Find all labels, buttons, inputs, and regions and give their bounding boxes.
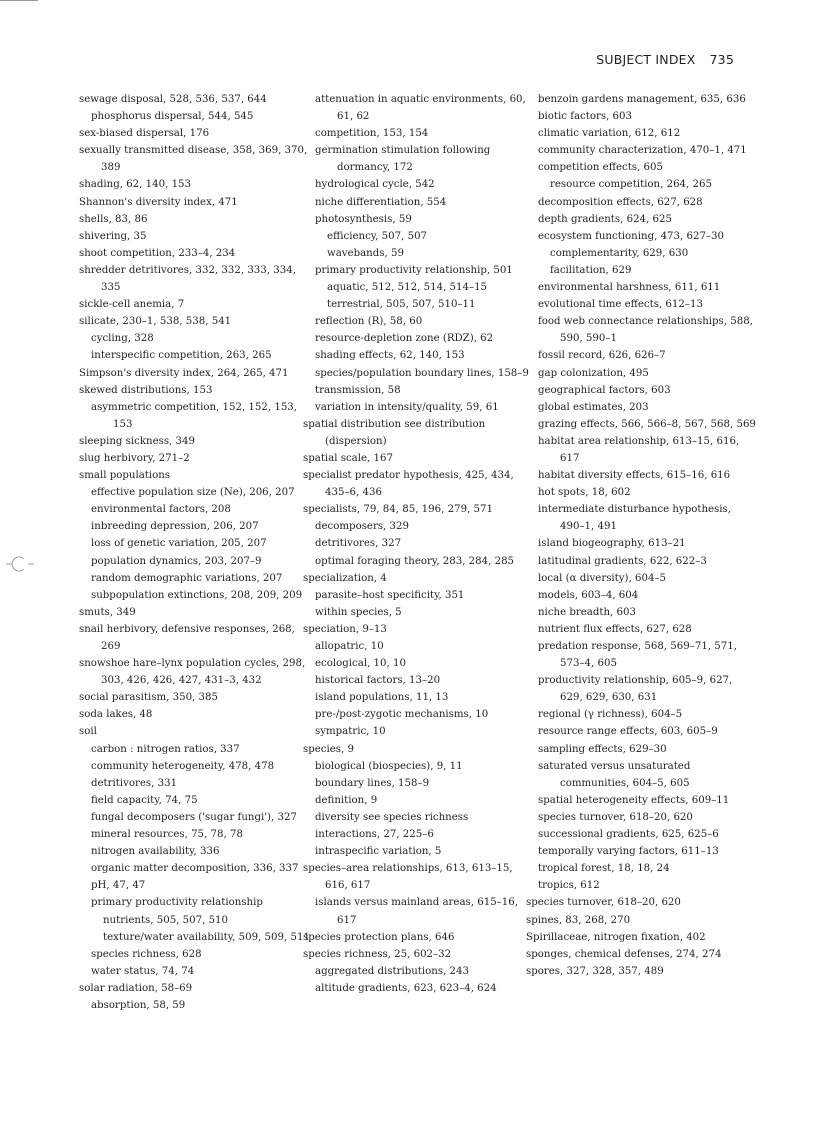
- index-entry: water status, 74, 74: [91, 965, 195, 977]
- index-entry: saturated versus unsaturated communities, 604–5, 605: [538, 760, 691, 789]
- running-header: [596, 52, 734, 67]
- index-entry: hot spots, 18, 602: [538, 487, 631, 499]
- index-entry: field capacity, 74, 75: [91, 794, 198, 806]
- index-entry: shading, 62, 140, 153: [79, 179, 192, 191]
- index-entry: predation response, 568, 569–71, 571, 573–4, 605: [538, 641, 737, 670]
- registration-mark-icon: [2, 555, 38, 573]
- index-column-1: [79, 91, 311, 1014]
- index-entry: facilitation, 629: [550, 264, 632, 276]
- index-entry: attenuation in aquatic environments, 60, 61, 62: [315, 94, 526, 123]
- index-entry: resource range effects, 603, 605–9: [538, 726, 718, 738]
- index-entry: niche differentiation, 554: [315, 196, 447, 208]
- index-entry: solar radiation, 58–69: [79, 982, 193, 994]
- index-entry: species turnover, 618–20, 620: [526, 897, 681, 909]
- index-entry: carbon : nitrogen ratios, 337: [91, 743, 240, 755]
- index-entry: variation in intensity/quality, 59, 61: [315, 401, 499, 413]
- index-entry: tropical forest, 18, 18, 24: [538, 863, 670, 875]
- index-entry: reflection (R), 58, 60: [315, 316, 423, 328]
- index-entry: historical factors, 13–20: [315, 675, 441, 687]
- index-entry: nutrients, 505, 507, 510: [103, 914, 229, 926]
- index-entry: boundary lines, 158–9: [315, 777, 430, 789]
- index-entry: gap colonization, 495: [538, 367, 649, 379]
- index-column-2: [303, 91, 535, 997]
- index-entry: pre-/post-zygotic mechanisms, 10: [315, 709, 489, 721]
- index-entry: parasite–host specificity, 351: [315, 589, 465, 601]
- index-entry: shoot competition, 233–4, 234: [79, 247, 236, 259]
- index-entry: benzoin gardens management, 635, 636: [538, 94, 746, 105]
- index-entry: detritivores, 331: [91, 777, 178, 789]
- index-entry: asymmetric competition, 152, 152, 153, 153: [91, 401, 298, 430]
- index-entry: species, 9: [303, 743, 354, 755]
- index-entry: effective population size (Ne), 206, 207: [91, 487, 295, 499]
- index-entry: specialists, 79, 84, 85, 196, 279, 571: [303, 504, 493, 516]
- index-entry: small populations: [79, 470, 171, 482]
- index-entry: intermediate disturbance hypothesis, 490–1, 491: [538, 504, 731, 533]
- index-entry: shells, 83, 86: [79, 213, 148, 225]
- index-entry: spines, 83, 268, 270: [526, 914, 631, 926]
- index-entry: optimal foraging theory, 283, 284, 285: [315, 555, 515, 567]
- index-entry: competition, 153, 154: [315, 128, 429, 140]
- index-entry: cycling, 328: [91, 333, 154, 345]
- index-entry: phosphorus dispersal, 544, 545: [91, 111, 254, 123]
- index-entry: soil: [79, 726, 97, 738]
- index-entry: texture/water availability, 509, 509, 511: [103, 931, 310, 943]
- index-entry: detritivores, 327: [315, 538, 402, 550]
- index-entry: ecological, 10, 10: [315, 658, 406, 670]
- index-entry: nitrogen availability, 336: [91, 846, 220, 858]
- index-entry: organic matter decomposition, 336, 337: [91, 863, 299, 875]
- index-entry: latitudinal gradients, 622, 622–3: [538, 555, 707, 567]
- index-entry: species richness, 25, 602–32: [303, 948, 452, 960]
- index-entry: within species, 5: [315, 606, 402, 618]
- index-entry: aggregated distributions, 243: [315, 965, 470, 977]
- index-entry: transmission, 58: [315, 384, 401, 396]
- index-entry: environmental factors, 208: [91, 504, 231, 516]
- index-entry: soda lakes, 48: [79, 709, 153, 721]
- index-entry: germination stimulation following dormancy, 172: [315, 145, 491, 174]
- index-entry: niche breadth, 603: [538, 606, 636, 618]
- index-entry: Shannon's diversity index, 471: [79, 196, 238, 208]
- index-entry: shading effects, 62, 140, 153: [315, 350, 465, 362]
- index-entry: skewed distributions, 153: [79, 384, 213, 396]
- index-entry: species/population boundary lines, 158–9: [315, 367, 529, 379]
- page-number: 735: [709, 52, 734, 67]
- index-entry: social parasitism, 350, 385: [79, 692, 219, 704]
- index-entry: altitude gradients, 623, 623–4, 624: [315, 982, 497, 994]
- index-entry: nutrient flux effects, 627, 628: [538, 623, 692, 635]
- index-entry: snowshoe hare–lynx population cycles, 298, 303, 426, 426, 427, 431–3, 432: [79, 658, 306, 687]
- index-entry: absorption, 58, 59: [91, 999, 186, 1011]
- index-entry: hydrological cycle, 542: [315, 179, 435, 191]
- index-entry: spatial heterogeneity effects, 609–11: [538, 794, 730, 806]
- index-entry: biological (biospecies), 9, 11: [315, 760, 463, 772]
- index-entry: islands versus mainland areas, 615–16, 617: [315, 897, 518, 926]
- index-entry: sympatric, 10: [315, 726, 386, 738]
- index-entry: resource-depletion zone (RDZ), 62: [315, 333, 494, 345]
- index-entry: decomposition effects, 627, 628: [538, 196, 703, 208]
- index-entry: species turnover, 618–20, 620: [538, 811, 693, 823]
- index-entry: diversity see species richness: [315, 811, 469, 823]
- index-entry: interspecific competition, 263, 265: [91, 350, 272, 362]
- index-entry: spatial scale, 167: [303, 452, 393, 464]
- index-entry: allopatric, 10: [315, 641, 384, 652]
- index-entry: climatic variation, 612, 612: [538, 128, 681, 140]
- index-entry: primary productivity relationship: [91, 897, 263, 909]
- index-entry: population dynamics, 203, 207–9: [91, 555, 262, 567]
- index-entry: biotic factors, 603: [538, 111, 633, 123]
- index-entry: island biogeography, 613–21: [538, 538, 686, 550]
- index-entry: sampling effects, 629–30: [538, 743, 667, 755]
- index-entry: grazing effects, 566, 566–8, 567, 568, 569: [538, 418, 756, 430]
- index-entry: slug herbivory, 271–2: [79, 452, 190, 464]
- index-entry: definition, 9: [315, 794, 378, 806]
- index-entry: species–area relationships, 613, 613–15, 616, 617: [303, 863, 513, 892]
- index-entry: subpopulation extinctions, 208, 209, 209: [91, 589, 303, 601]
- index-entry: evolutional time effects, 612–13: [538, 299, 703, 311]
- index-entry: resource competition, 264, 265: [550, 179, 712, 191]
- index-entry: sickle-cell anemia, 7: [79, 299, 185, 311]
- index-entry: community heterogeneity, 478, 478: [91, 760, 275, 772]
- index-entry: temporally varying factors, 611–13: [538, 846, 719, 858]
- index-entry: speciation, 9–13: [303, 623, 387, 635]
- index-entry: primary productivity relationship, 501: [315, 264, 513, 276]
- index-entry: successional gradients, 625, 625–6: [538, 829, 719, 841]
- index-entry: inbreeding depression, 206, 207: [91, 521, 259, 533]
- index-entry: Spirillaceae, nitrogen fixation, 402: [526, 931, 706, 943]
- index-entry: complementarity, 629, 630: [550, 247, 689, 259]
- index-entry: competition effects, 605: [538, 162, 663, 174]
- index-entry: regional (γ richness), 604–5: [538, 709, 683, 721]
- index-entry: decomposers, 329: [315, 521, 409, 533]
- index-entry: loss of genetic variation, 205, 207: [91, 538, 267, 550]
- index-entry: spores, 327, 328, 357, 489: [526, 965, 664, 977]
- index-entry: fungal decomposers ('sugar fungi'), 327: [91, 811, 297, 823]
- index-entry: species protection plans, 646: [303, 931, 455, 943]
- index-entry: fossil record, 626, 626–7: [538, 350, 666, 362]
- index-entry: interactions, 27, 225–6: [315, 829, 434, 841]
- index-entry: community characterization, 470–1, 471: [538, 145, 747, 157]
- index-entry: shredder detritivores, 332, 332, 333, 334, 335: [79, 264, 296, 294]
- index-column-3: [526, 91, 758, 980]
- index-entry: tropics, 612: [538, 880, 600, 892]
- index-entry: productivity relationship, 605–9, 627, 629, 629, 630, 631: [538, 675, 733, 704]
- crop-mark: [0, 0, 38, 1]
- index-entry: Simpson's diversity index, 264, 265, 471: [79, 367, 289, 379]
- index-entry: efficiency, 507, 507: [327, 230, 428, 242]
- index-entry: aquatic, 512, 512, 514, 514–15: [327, 282, 488, 294]
- index-entry: smuts, 349: [79, 606, 136, 618]
- index-entry: geographical factors, 603: [538, 384, 671, 396]
- index-entry: ecosystem functioning, 473, 627–30: [538, 230, 724, 242]
- index-entry: depth gradients, 624, 625: [538, 213, 672, 225]
- index-entry: sleeping sickness, 349: [79, 435, 195, 447]
- index-entry: sponges, chemical defenses, 274, 274: [526, 948, 722, 960]
- index-entry: specialization, 4: [303, 572, 387, 584]
- index-entry: mineral resources, 75, 78, 78: [91, 829, 243, 841]
- index-entry: shivering, 35: [79, 230, 147, 242]
- index-entry: silicate, 230–1, 538, 538, 541: [79, 316, 232, 328]
- index-entry: random demographic variations, 207: [91, 572, 283, 584]
- index-entry: pH, 47, 47: [91, 880, 146, 892]
- index-entry: environmental harshness, 611, 611: [538, 282, 721, 294]
- index-entry: habitat area relationship, 613–15, 616, 617: [538, 435, 740, 464]
- index-entry: global estimates, 203: [538, 401, 649, 413]
- index-entry: food web connectance relationships, 588, 590, 590–1: [538, 316, 753, 345]
- index-entry: wavebands, 59: [327, 247, 404, 259]
- index-entry: spatial distribution see distribution (dispersion): [303, 418, 486, 447]
- index-entry: sexually transmitted disease, 358, 369, 370, 389: [79, 145, 308, 174]
- index-entry: species richness, 628: [91, 948, 202, 960]
- index-entry: specialist predator hypothesis, 425, 434, 435–6, 436: [303, 470, 514, 499]
- index-entry: intraspecific variation, 5: [315, 846, 442, 858]
- index-entry: photosynthesis, 59: [315, 213, 412, 225]
- index-entry: habitat diversity effects, 615–16, 616: [538, 470, 731, 482]
- index-entry: island populations, 11, 13: [315, 692, 449, 704]
- header-title: SUBJECT INDEX: [596, 52, 696, 67]
- index-entry: terrestrial, 505, 507, 510–11: [327, 299, 476, 311]
- index-entry: snail herbivory, defensive responses, 268, 269: [79, 623, 295, 652]
- index-entry: local (α diversity), 604–5: [538, 572, 667, 584]
- index-entry: sewage disposal, 528, 536, 537, 644: [79, 94, 267, 105]
- index-entry: models, 603–4, 604: [538, 589, 639, 601]
- index-entry: sex-biased dispersal, 176: [79, 128, 210, 140]
